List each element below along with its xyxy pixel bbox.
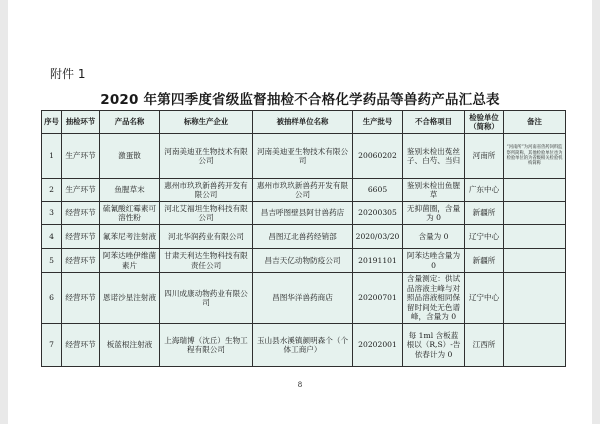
cell-manufacturer: 河北华润药业有限公司 (160, 225, 253, 249)
header-inspector: 检验单位（简称） (465, 111, 504, 134)
table-header-row (42, 111, 566, 134)
table-row (42, 134, 566, 179)
cell-link: 生产环节 (62, 134, 100, 179)
cell-remarks (504, 324, 566, 367)
cell-manufacturer: 甘肃天利达生物科技有限责任公司 (160, 249, 253, 273)
cell-inspector: 广东中心 (465, 179, 504, 202)
cell-link: 生产环节 (62, 179, 100, 202)
cell-inspector: 辽宁中心 (465, 273, 504, 324)
header-product: 产品名称 (100, 111, 160, 134)
cell-batch: 2020/03/20 (353, 225, 403, 249)
cell-link: 经营环节 (62, 249, 100, 273)
cell-batch: 20200305 (353, 202, 403, 225)
cell-remarks (504, 249, 566, 273)
cell-remarks: “河南所”为河南省兽药饲料监察所简称，其他检验单位也为检验单位的为省级相关检验机构简称 (504, 134, 566, 179)
cell-failed-items: 鉴别未检出鱼腥草 (403, 179, 465, 202)
cell-sampled-unit: 昌吉天亿动物防疫公司 (253, 249, 353, 273)
cell-remarks (504, 202, 566, 225)
cell-seq: 7 (42, 324, 62, 367)
cell-seq: 3 (42, 202, 62, 225)
cell-product: 阿苯达唑伊维菌素片 (100, 249, 160, 273)
cell-link: 经营环节 (62, 225, 100, 249)
cell-batch: 20060202 (353, 134, 403, 179)
header-remarks: 备注 (504, 111, 566, 134)
cell-remarks (504, 225, 566, 249)
header-sampled-unit: 被抽样单位名称 (253, 111, 353, 134)
cell-product: 激蛋散 (100, 134, 160, 179)
cell-product: 鱼腥草末 (100, 179, 160, 202)
cell-inspector: 江西所 (465, 324, 504, 367)
cell-seq: 2 (42, 179, 62, 202)
header-batch: 生产批号 (353, 111, 403, 134)
page-number: 8 (297, 381, 303, 389)
cell-inspector: 新疆所 (465, 249, 504, 273)
cell-link: 经营环节 (62, 324, 100, 367)
cell-seq: 6 (42, 273, 62, 324)
table-row (42, 179, 566, 202)
cell-manufacturer: 河南美迪亚生物技术有限公司 (160, 134, 253, 179)
table-row (42, 225, 566, 249)
cell-link: 经营环节 (62, 202, 100, 225)
failed-products-table (41, 110, 566, 367)
table-row (42, 273, 566, 324)
cell-failed-items: 含量测定：供试品溶液主峰与对照品溶液相同保留时间处无色谱峰，含量为 0 (403, 273, 465, 324)
table-row (42, 324, 566, 367)
cell-failed-items: 每 1ml 含板蓝根以（R,S）-告依春计为 0 (403, 324, 465, 367)
cell-seq: 5 (42, 249, 62, 273)
header-seq: 序号 (42, 111, 62, 134)
header-failed-items: 不合格项目 (403, 111, 465, 134)
cell-inspector: 新疆所 (465, 202, 504, 225)
table-row (42, 202, 566, 225)
cell-inspector: 河南所 (465, 134, 504, 179)
cell-manufacturer: 上海瑞博（沈丘）生物工程有限公司 (160, 324, 253, 367)
attachment-label: 附件 1 (50, 67, 86, 81)
cell-batch: 20200701 (353, 273, 403, 324)
cell-product: 恩诺沙星注射液 (100, 273, 160, 324)
cell-remarks (504, 273, 566, 324)
table-row (42, 249, 566, 273)
cell-link: 经营环节 (62, 273, 100, 324)
cell-manufacturer: 惠州市玖玖新兽药开发有限公司 (160, 179, 253, 202)
cell-inspector: 辽宁中心 (465, 225, 504, 249)
cell-batch: 6605 (353, 179, 403, 202)
cell-sampled-unit: 河南美迪亚生物技术有限公司 (253, 134, 353, 179)
cell-batch: 20202001 (353, 324, 403, 367)
cell-remarks (504, 179, 566, 202)
cell-product: 氟苯尼考注射液 (100, 225, 160, 249)
cell-seq: 1 (42, 134, 62, 179)
cell-product: 硫氰酸红霉素可溶性粉 (100, 202, 160, 225)
cell-manufacturer: 四川成康动物药业有限公司 (160, 273, 253, 324)
cell-product: 板蓝根注射液 (100, 324, 160, 367)
cell-sampled-unit: 昌图华洋兽药商店 (253, 273, 353, 324)
cell-sampled-unit: 昌吉呼图壁县阿甘兽药店 (253, 202, 353, 225)
document-title: 2020 年第四季度省级监督抽检不合格化学药品等兽药产品汇总表 (100, 92, 500, 108)
cell-failed-items: 无抑菌圈，含量为 0 (403, 202, 465, 225)
cell-sampled-unit: 惠州市玖玖新兽药开发有限公司 (253, 179, 353, 202)
header-manufacturer: 标称生产企业 (160, 111, 253, 134)
cell-sampled-unit: 玉山县水溪镇颜明森个（个体工商户） (253, 324, 353, 367)
cell-manufacturer: 河北艾福坦生物科技有限公司 (160, 202, 253, 225)
cell-seq: 4 (42, 225, 62, 249)
header-link: 抽检环节 (62, 111, 100, 134)
cell-failed-items: 阿苯达唑含量为 0 (403, 249, 465, 273)
cell-failed-items: 含量为 0 (403, 225, 465, 249)
cell-batch: 20191101 (353, 249, 403, 273)
cell-failed-items: 鉴别未检出菟丝子、白芍、当归 (403, 134, 465, 179)
cell-sampled-unit: 昌图辽北兽药经销部 (253, 225, 353, 249)
